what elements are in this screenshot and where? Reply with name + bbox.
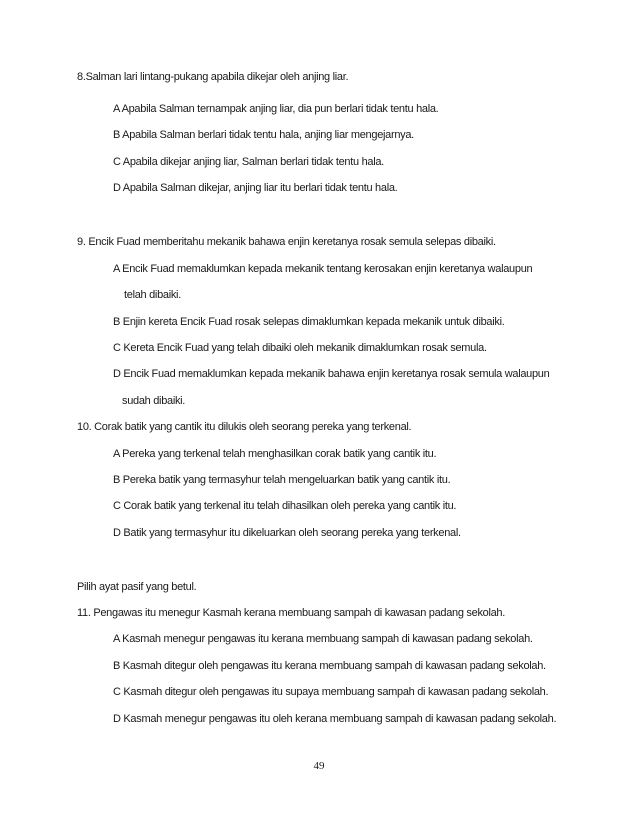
question-8-option-a: A Apabila Salman ternampak anjing liar, dia pun berlari tidak tentu hala.: [113, 103, 439, 115]
question-9-option-a: A Encik Fuad memaklumkan kepada mekanik tentang kerosakan enjin keretanya walaupun: [113, 263, 533, 275]
question-10-option-b: B Pereka batik yang termasyhur telah mengeluarkan batik yang cantik itu.: [113, 474, 451, 486]
question-8-option-b: B Apabila Salman berlari tidak tentu hala, anjing liar mengejarnya.: [113, 129, 414, 141]
question-10-option-c: C Corak batik yang terkenal itu telah dihasilkan oleh pereka yang cantik itu.: [113, 500, 457, 512]
question-8-option-c: C Apabila dikejar anjing liar, Salman berlari tidak tentu hala.: [113, 156, 384, 168]
question-10-option-a: A Pereka yang terkenal telah menghasilkan corak batik yang cantik itu.: [113, 448, 437, 460]
question-9-option-b: B Enjin kereta Encik Fuad rosak selepas dimaklumkan kepada mekanik untuk dibaiki.: [113, 316, 505, 328]
instruction-text: Pilih ayat pasif yang betul.: [77, 581, 197, 593]
question-11-option-b: B Kasmah ditegur oleh pengawas itu kerana membuang sampah di kawasan padang sekolah.: [113, 660, 546, 672]
question-9-option-c: C Kereta Encik Fuad yang telah dibaiki oleh mekanik dimaklumkan rosak semula.: [113, 342, 487, 354]
question-11-option-a: A Kasmah menegur pengawas itu kerana membuang sampah di kawasan padang sekolah.: [113, 633, 533, 645]
question-8-option-d: D Apabila Salman dikejar, anjing liar itu berlari tidak tentu hala.: [113, 182, 398, 194]
question-11-stem: 11. Pengawas itu menegur Kasmah kerana membuang sampah di kawasan padang sekolah.: [77, 607, 506, 619]
question-10-option-d: D Batik yang termasyhur itu dikeluarkan oleh seorang pereka yang terkenal.: [113, 527, 461, 539]
question-9-option-d-continuation: sudah dibaiki.: [122, 395, 186, 407]
question-9-option-a-continuation: telah dibaiki.: [124, 289, 181, 301]
question-11-option-c: C Kasmah ditegur oleh pengawas itu supaya membuang sampah di kawasan padang sekolah.: [113, 686, 549, 698]
question-10-stem: 10. Corak batik yang cantik itu dilukis oleh seorang pereka yang terkenal.: [77, 421, 412, 433]
question-9-stem: 9. Encik Fuad memberitahu mekanik bahawa enjin keretanya rosak semula selepas dibaiki.: [77, 236, 496, 248]
question-11-option-d: D Kasmah menegur pengawas itu oleh kerana membuang sampah di kawasan padang sekolah.: [113, 713, 557, 725]
question-8-stem: 8.Salman lari lintang-pukang apabila dikejar oleh anjing liar.: [77, 71, 349, 83]
question-9-option-d: D Encik Fuad memaklumkan kepada mekanik bahawa enjin keretanya rosak semula walaupun: [113, 368, 550, 380]
page-number: 49: [313, 760, 325, 772]
